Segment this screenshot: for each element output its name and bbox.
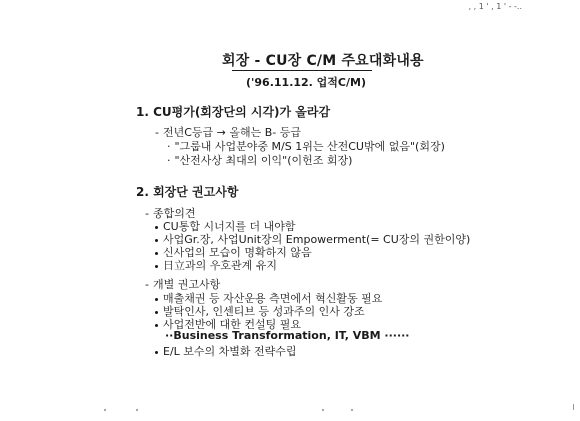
bullet-icon [155, 226, 158, 229]
dash-marker: - [145, 278, 149, 291]
dash-marker: - [145, 207, 149, 220]
group-1-item-4-text: 日立과의 우호관계 유지 [163, 259, 278, 272]
document-title: 회장 - CU장 C/M 주요대화내용 [222, 53, 424, 69]
dot-marker: · [167, 154, 171, 167]
group-1-item-4 [155, 257, 277, 273]
dash-marker: - [155, 126, 159, 139]
group-2-title-text: 개별 권고사항 [152, 278, 221, 291]
group-1-item-1-text: CU통합 시너지를 더 내야함 [163, 220, 296, 233]
scan-mark [104, 409, 106, 411]
group-1-title-text: 종합의견 [152, 207, 196, 220]
scan-mark [136, 409, 138, 411]
section-1-heading: 1. CU평가(회장단의 시각)가 올라감 [136, 105, 331, 119]
scan-mark [322, 409, 324, 411]
section-1-item-1-text: 전년C등급 → 올해는 B- 등급 [162, 126, 302, 139]
group-2-item-3-text: 사업전반에 대한 컨설팅 필요 [163, 318, 302, 331]
document-subtitle: ('96.11.12. 업적C/M) [246, 76, 366, 89]
group-2-item-2-text: 발탁인사, 인센티브 등 성과주의 인사 강조 [163, 305, 365, 318]
scan-header-marks: , , 1 ' , 1 ' - -.. [468, 2, 522, 11]
bullet-icon [155, 239, 158, 242]
section-1-quote-1-text: "그룹내 사업분야중 M/S 1위는 산전CU밖에 없음"(회장) [174, 140, 445, 153]
group-1-item-3-text: 신사업의 모습이 명확하지 않음 [163, 246, 312, 259]
group-2-subline: ··Business Transformation, IT, VBM ······ [165, 329, 410, 342]
scan-mark [351, 409, 353, 411]
title-underline [232, 70, 372, 71]
bullet-icon [155, 252, 158, 255]
group-1-item-2-text: 사업Gr.장, 사업Unit장의 Empowerment(= CU장의 권한이양) [163, 233, 471, 246]
group-2-item-4-text: E/L 보수의 차별화 전략수립 [163, 345, 297, 358]
bullet-icon [155, 265, 158, 268]
bullet-icon [155, 351, 158, 354]
bullet-icon [155, 298, 158, 301]
section-2-heading: 2. 회장단 권고사항 [136, 185, 239, 199]
bullet-icon [155, 324, 158, 327]
group-2-item-1-text: 매출채권 등 자산운용 측면에서 혁신활동 필요 [163, 292, 383, 305]
section-1-quote-2 [167, 152, 352, 168]
scan-edge-mark [573, 404, 574, 410]
section-1-quote-2-text: "산전사상 최대의 이익"(이헌조 회장) [174, 154, 353, 167]
dot-marker: · [167, 140, 171, 153]
bullet-icon [155, 311, 158, 314]
group-2-item-4 [155, 343, 297, 359]
